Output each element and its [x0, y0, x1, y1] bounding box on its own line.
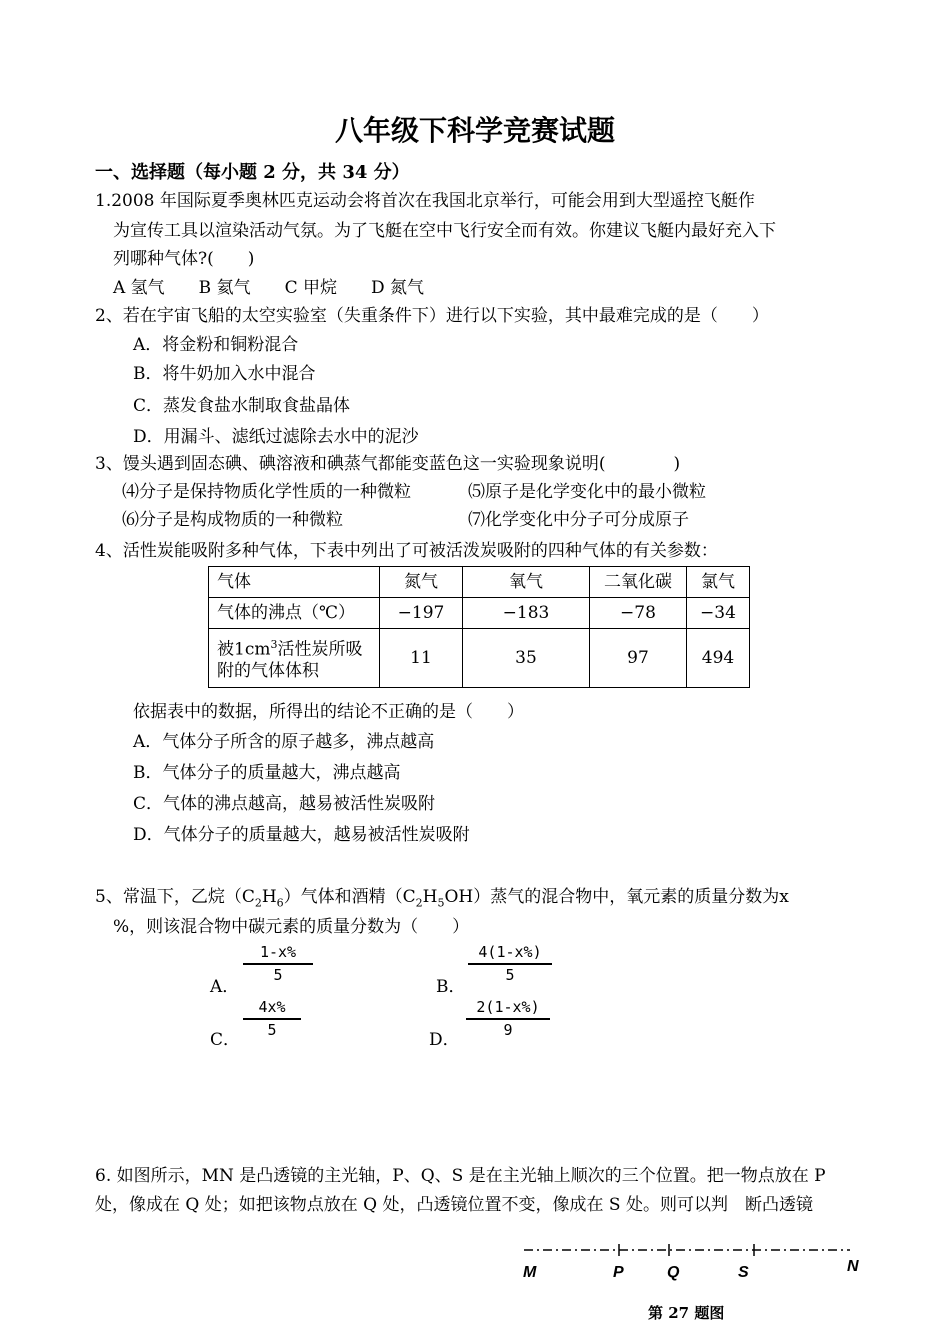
fraction-numerator: 1-x%	[243, 942, 313, 965]
section-heading: 一、选择题（每小题 2 分，共 34 分）	[95, 162, 410, 183]
q5-text: OH）蒸气的混合物中，氧元素的质量分数为x	[444, 887, 789, 907]
table-cell: 97	[590, 629, 687, 688]
q3-option-c: ⑹分子是构成物质的一种微粒	[122, 510, 343, 530]
q4-sub-question: 依据表中的数据，所得出的结论不正确的是（ ）	[133, 702, 524, 722]
q1-options: A 氢气 B 氦气 C 甲烷 D 氮气	[113, 278, 425, 298]
fraction-numerator: 4x%	[243, 997, 301, 1020]
table-row	[209, 567, 750, 598]
q5-option-c-label: C．	[210, 1030, 241, 1050]
row2-label-c: 附的气体体积	[217, 661, 319, 682]
fraction-denominator: 5	[267, 1021, 277, 1039]
fraction-numerator: 4(1-x%)	[468, 942, 552, 965]
table-cell: 35	[463, 629, 590, 688]
q4-option-c: C．气体的沸点越高，越易被活性炭吸附	[133, 794, 436, 814]
q2-option-c: C．蒸发食盐水制取食盐晶体	[133, 396, 351, 416]
q4-option-b: B．气体分子的质量越大，沸点越高	[133, 763, 401, 783]
q5-sub: 5	[437, 896, 445, 910]
table-cell: 氯气	[687, 567, 750, 598]
principal-axis-diagram	[520, 1238, 860, 1262]
q6-line-1: 6. 如图所示，MN 是凸透镜的主光轴，P、Q、S 是在主光轴上顺次的三个位置。把一物点放在 P	[95, 1166, 826, 1186]
table-cell: −183	[463, 598, 590, 629]
gas-table	[208, 566, 750, 688]
axis-label-n: N	[847, 1258, 859, 1275]
q5-sub: 6	[276, 896, 284, 910]
q3-stem: 3、馒头遇到固态碘、碘溶液和碘蒸气都能变蓝色这一实验现象说明( )	[95, 454, 681, 474]
q5-option-a-fraction	[243, 942, 313, 985]
q5-text: H	[261, 887, 277, 907]
fraction-denominator: 5	[273, 966, 283, 984]
q2-stem: 2、若在宇宙飞船的太空实验室（失重条件下）进行以下实验，其中最难完成的是（ ）	[95, 306, 769, 326]
q5-option-b-label: B．	[436, 977, 466, 997]
axis-label-s: S	[738, 1264, 749, 1281]
q5-option-c-fraction	[243, 997, 301, 1040]
q1-line-1: 1.2008 年国际夏季奥林匹克运动会将首次在我国北京举行，可能会用到大型遥控飞艇作	[95, 191, 755, 211]
q5-text: ）气体和酒精（C	[283, 887, 416, 907]
q2-option-d: D．用漏斗、滤纸过滤除去水中的泥沙	[133, 427, 419, 447]
q5-option-d-label: D．	[429, 1030, 460, 1050]
q3-option-a: ⑷分子是保持物质化学性质的一种微粒	[122, 482, 411, 502]
q5-option-b-fraction	[468, 942, 552, 985]
q1-line-2: 为宣传工具以渲染活动气氛。为了飞艇在空中飞行安全而有效。你建议飞艇内最好充入下	[113, 221, 776, 241]
q5-sub: 2	[254, 896, 262, 910]
row2-label-b: 活性炭所吸	[277, 639, 363, 660]
table-cell	[209, 629, 380, 688]
fraction-denominator: 5	[505, 966, 515, 984]
table-cell: −78	[590, 598, 687, 629]
table-cell: 气体的沸点（℃）	[209, 598, 380, 629]
table-cell: 氧气	[463, 567, 590, 598]
table-row	[209, 629, 750, 688]
q5-text: H	[422, 887, 438, 907]
q2-option-b: B．将牛奶加入水中混合	[133, 364, 316, 384]
fraction-numerator: 2(1-x%)	[466, 997, 550, 1020]
q2-option-a: A．将金粉和铜粉混合	[133, 335, 299, 355]
axis-label-p: P	[613, 1264, 624, 1281]
q4-stem: 4、活性炭能吸附多种气体，下表中列出了可被活泼炭吸附的四种气体的有关参数：	[95, 541, 718, 561]
q4-option-d: D．气体分子的质量越大，越易被活性炭吸附	[133, 825, 470, 845]
q3-option-b: ⑸原子是化学变化中的最小微粒	[468, 482, 706, 502]
axis-label-m: M	[523, 1264, 537, 1281]
row2-label-sup: 3	[270, 637, 278, 651]
axis-label-q: Q	[667, 1264, 680, 1281]
table-cell: 11	[380, 629, 463, 688]
table-cell: 二氧化碳	[590, 567, 687, 598]
table-row	[209, 598, 750, 629]
q1-line-3: 列哪种气体?( )	[113, 249, 255, 269]
q5-text: 5、常温下，乙烷（C	[95, 887, 255, 907]
q5-option-a-label: A．	[210, 977, 240, 997]
table-cell: 494	[687, 629, 750, 688]
figure-caption: 第 27 题图	[648, 1304, 725, 1322]
table-cell: −34	[687, 598, 750, 629]
table-cell: −197	[380, 598, 463, 629]
q5-line-1	[95, 886, 789, 914]
row2-label-a: 被1cm	[217, 639, 271, 660]
q5-sub: 2	[415, 896, 423, 910]
q5-line-2: %，则该混合物中碳元素的质量分数为（ ）	[113, 917, 470, 937]
q6-line-2: 处，像成在 Q 处；如把该物点放在 Q 处，凸透镜位置不变，像成在 S 处。则可以判 断凸透镜	[95, 1195, 813, 1215]
page-title: 八年级下科学竞赛试题	[334, 114, 615, 147]
table-cell: 气体	[209, 567, 380, 598]
table-cell: 氮气	[380, 567, 463, 598]
fraction-denominator: 9	[503, 1021, 513, 1039]
q4-option-a: A．气体分子所含的原子越多，沸点越高	[133, 732, 435, 752]
q5-option-d-fraction	[466, 997, 550, 1040]
q3-option-d: ⑺化学变化中分子可分成原子	[468, 510, 689, 530]
